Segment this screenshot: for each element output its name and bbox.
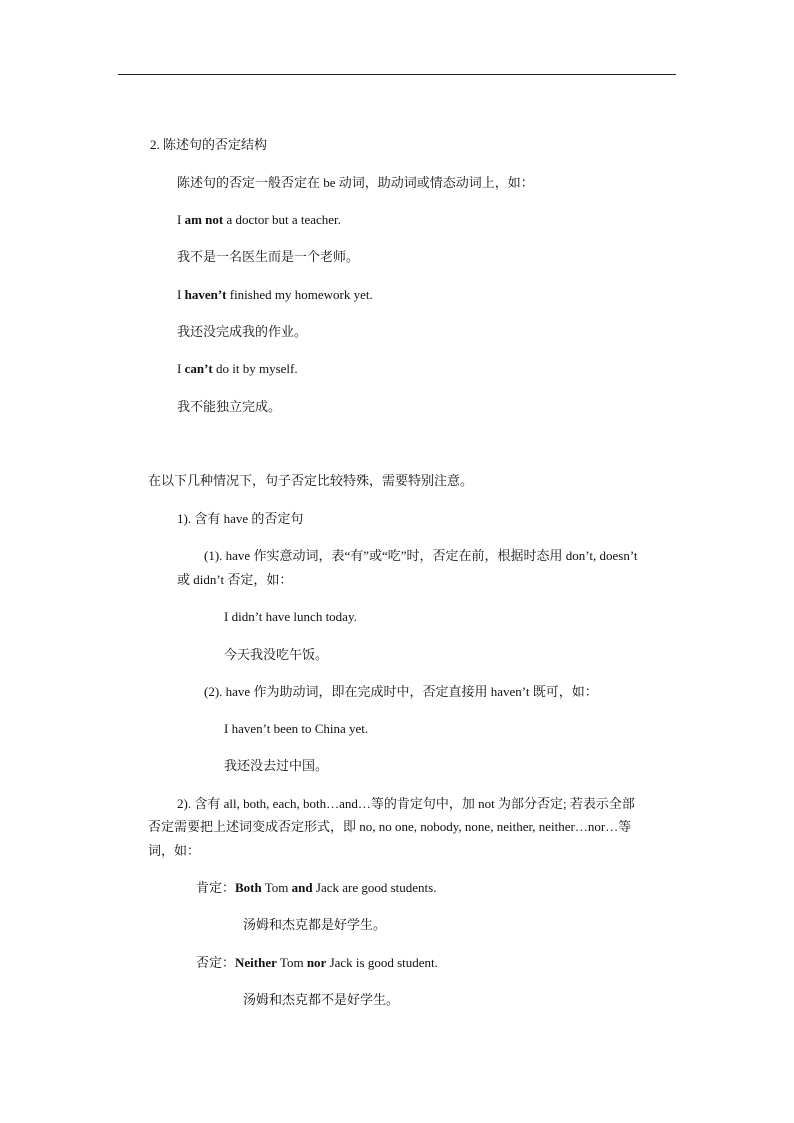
case-1-title: 1). 含有 have 的否定句 [177,511,304,526]
case-2-line1: 2). 含有 all, both, each, both…and…等的肯定句中，加 not 为部分否定; 若表示全部 [177,796,635,811]
positive-translation: 汤姆和杰克都是好学生。 [243,917,387,932]
case-2-line2: 否定需要把上述词变成否定形式，即 no, no one, nobody, none, neither, neither…nor…等 [148,819,632,834]
case-1-sub2-example: I haven’t been to China yet. [224,721,369,736]
case-1-sub2-translation: 我还没去过中国。 [224,758,329,773]
example-2: I haven’t finished my homework yet. [177,287,373,302]
case-1-sub2-line: (2). have 作为助动词，即在完成时中，否定直接用 haven’t 既可，如： [204,684,598,699]
section-heading: 2. 陈述句的否定结构 [150,137,268,152]
negative-translation: 汤姆和杰克都不是好学生。 [243,992,400,1007]
example-3: I can’t do it by myself. [177,361,298,376]
example-3-translation: 我不能独立完成。 [177,399,282,414]
case-1-sub1-example: I didn’t have lunch today. [224,609,357,624]
case-1-sub1-line2: 或 didn’t 否定，如： [177,572,293,587]
special-intro: 在以下几种情况下，句子否定比较特殊，需要特别注意。 [148,473,474,488]
negative-example: 否定：Neither Tom nor Jack is good student. [196,955,438,970]
case-1-sub1-line1: (1). have 作实意动词，表“有”或“吃”时，否定在前，根据时态用 don’t, doesn’t [204,548,638,563]
intro-text: 陈述句的否定一般否定在 be 动词，助动词或情态动词上，如： [177,175,534,190]
positive-example: 肯定：Both Tom and Jack are good students. [196,880,437,895]
example-2-translation: 我还没完成我的作业。 [177,324,308,339]
case-1-sub1-translation: 今天我没吃午饭。 [224,647,329,662]
header-rule [118,74,676,75]
case-2-line3: 词，如： [148,843,201,858]
example-1-translation: 我不是一名医生而是一个老师。 [177,249,360,264]
example-1: I am not a doctor but a teacher. [177,212,341,227]
